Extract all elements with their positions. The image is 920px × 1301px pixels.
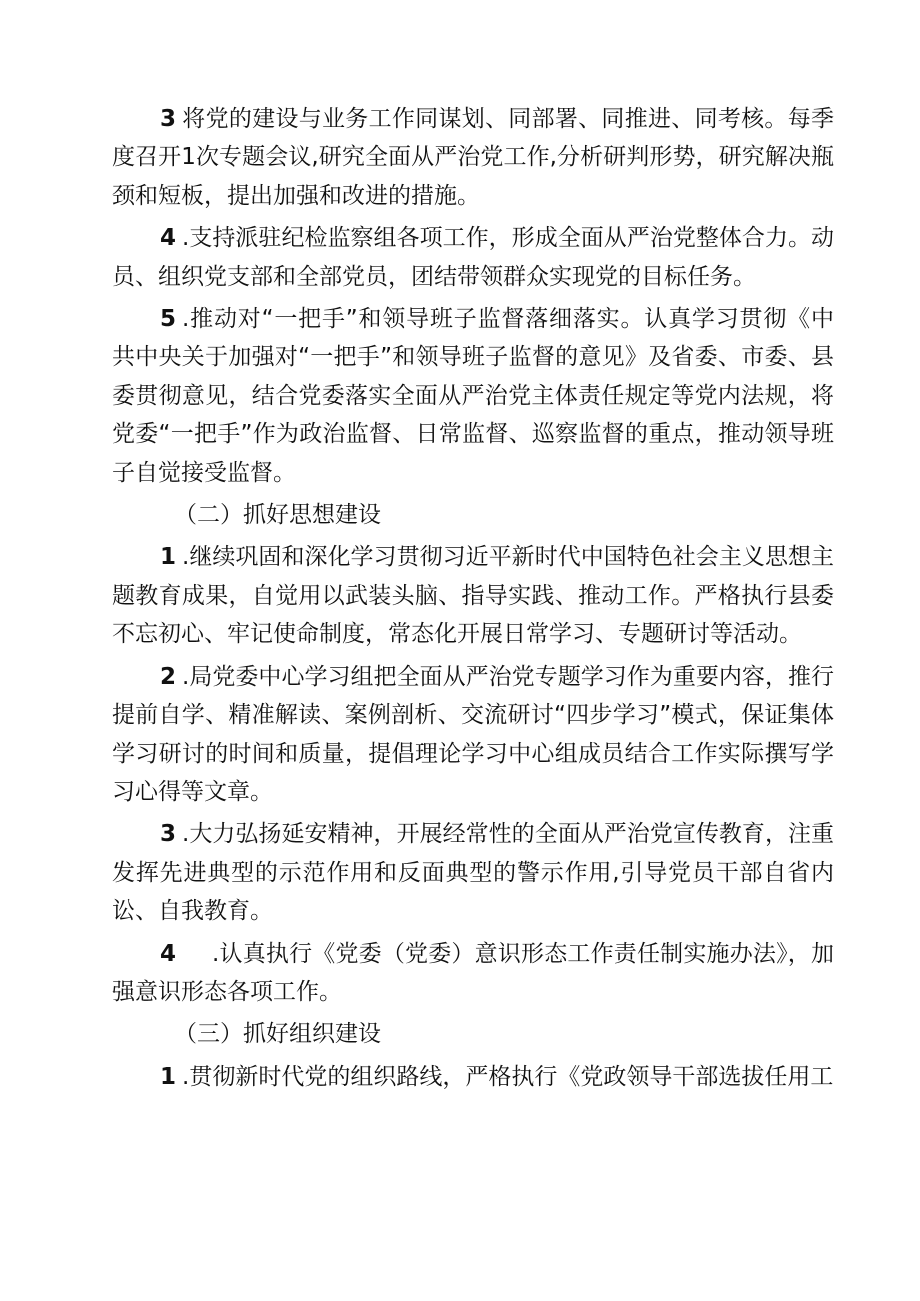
paragraph-item-1 [112, 538, 834, 653]
paragraph-text: 将党的建设与业务工作同谋划、同部署、同推进、同考核。每季度召开1次专题会议,研究全面从严治党工作,分析研判形势，研究解决瓶颈和短板，提出加强和改进的措施。 [112, 106, 834, 209]
paragraph-item-4 [112, 219, 834, 296]
section-heading-organization: （三）抓好组织建设 [174, 1021, 381, 1048]
paragraph-item-3 [112, 100, 834, 215]
item-number: 2 [160, 663, 177, 690]
item-number: 3 [160, 106, 177, 132]
paragraph-text: .支持派驻纪检监察组各项工作，形成全面从严治党整体合力。动员、组织党支部和全部党员，团结带领群众实现党的目标任务。 [112, 225, 834, 290]
paragraph-text: .推动对“一把手”和领导班子监督落细落实。认真学习贯彻《中共中央关于加强对“一把手”和领导班子监督的意见》及省委、市委、县委贯彻意见，结合党委落实全面从严治党主体责任规定等党内法规，将党委“一把手”作为政治监督、日常监督、巡察监督的重点，推动领导班子自觉接受监督。 [112, 306, 834, 486]
paragraph-item-5 [112, 300, 834, 492]
paragraph-text: .贯彻新时代党的组织路线，严格执行《党政领导干部选拔任用工 [182, 1063, 834, 1090]
paragraph-text: .认真执行《党委（党委）意识形态工作责任制实施办法》，加强意识形态各项工作。 [112, 940, 834, 1005]
document-body [112, 100, 834, 1100]
paragraph-text: .继续巩固和深化学习贯彻习近平新时代中国特色社会主义思想主题教育成果，自觉用以武装头脑、指导实践、推动工作。严格执行县委不忘初心、牢记使命制度，常态化开展日常学习、专题研讨等活动。 [112, 544, 834, 648]
item-number: 4 [160, 940, 177, 967]
item-number: 1 [160, 1063, 177, 1090]
paragraph-text: .大力弘扬延安精神，开展经常性的全面从严治党宣传教育，注重发挥先进典型的示范作用和反面典型的警示作用,引导党员干部自省内讼、自我教育。 [112, 821, 834, 925]
paragraph-item-3b [112, 815, 834, 930]
item-number: 4 [160, 225, 177, 252]
item-number: 5 [160, 306, 177, 333]
paragraph-text: .局党委中心学习组把全面从严治党专题学习作为重要内容，推行提前自学、精准解读、案例剖析、交流研讨“四步学习”模式，保证集体学习研讨的时间和质量，提倡理论学习中心组成员结合工作实际撰写学习心得等文章。 [112, 663, 834, 805]
paragraph-item-2 [112, 658, 834, 812]
section-heading-ideology: （二）抓好思想建设 [174, 502, 381, 529]
paragraph-item-1b [112, 1058, 834, 1096]
item-number: 1 [160, 544, 177, 571]
item-number: 3 [160, 821, 177, 848]
paragraph-item-4b [112, 935, 834, 1012]
